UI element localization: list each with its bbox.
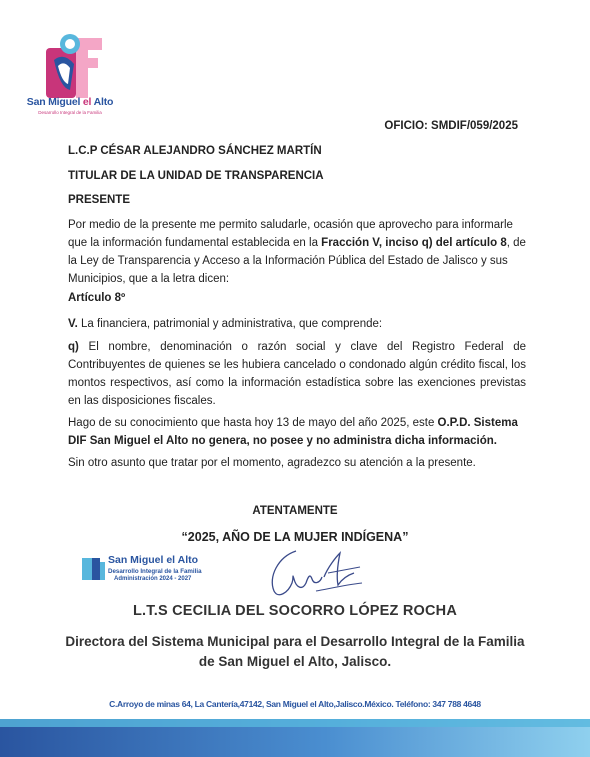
stamp-title: San Miguel el Alto — [108, 554, 199, 566]
dif-logo-icon — [24, 30, 120, 122]
logo-name: San Miguel el Alto — [26, 96, 114, 108]
recipient-name: L.C.P CÉSAR ALEJANDRO SÁNCHEZ MARTÍN — [68, 145, 322, 157]
handwritten-signature-icon — [258, 543, 373, 605]
fraction-v: V. La financiera, patrimonial y administrativa, que comprende: — [68, 318, 383, 330]
closing-line: Sin otro asunto que tratar por el momento, agradezco su atención a la presente. — [68, 457, 476, 469]
year-motto: “2025, AÑO DE LA MUJER INDÍGENA” — [181, 530, 409, 544]
signer-role: Directora del Sistema Municipal para el Desarrollo Integral de la Familia de San Miguel el Alto, Jalisco. — [65, 634, 525, 669]
recipient-title: TITULAR DE LA UNIDAD DE TRANSPARENCIA — [68, 170, 324, 182]
oficio-number: OFICIO: SMDIF/059/2025 — [384, 120, 518, 132]
attentively-heading: ATENTAMENTE — [252, 505, 338, 517]
article-heading: Artículo 8º — [68, 292, 126, 304]
intro-paragraph: Por medio de la presente me permito saludarle, ocasión que aprovecho para informarle que la información fundamental establecida en la Fracción V, inciso q) del artículo 8, de la Ley de Transparencia y Acceso a la Información Pública del Estado de Jalisco y sus Municipios, que a la letra dicen: — [68, 219, 526, 285]
inciso-q: q) El nombre, denominación o razón social y clave del Registro Federal de Contribuyentes de quienes se les hubiera cancelado o condonado algún crédito fiscal, los montos respectivos, así como la información estadística sobre las exenciones previstas en las disposiciones fiscales. — [68, 341, 526, 407]
logo-subtitle: Desarrollo Integral de la Familia — [38, 110, 102, 115]
notice-paragraph: Hago de su conocimiento que hasta hoy 13 de mayo del año 2025, este O.P.D. Sistema DIF San Miguel el Alto no genera, no posee y no administra dicha información. — [68, 417, 518, 447]
presente-heading: PRESENTE — [68, 194, 130, 206]
signer-name: L.T.S CECILIA DEL SOCORRO LÓPEZ ROCHA — [133, 603, 457, 619]
stamp-line-2: Administración 2024 - 2027 — [114, 576, 192, 582]
footer-gradient-bar — [0, 719, 590, 757]
stamp-line-1: Desarrollo Integral de la Familia — [108, 568, 202, 575]
footer-address: C.Arroyo de minas 64, La Cantería,47142, San Miguel el Alto,Jalisco.México. Teléfono: 347 788 4648 — [109, 699, 481, 709]
